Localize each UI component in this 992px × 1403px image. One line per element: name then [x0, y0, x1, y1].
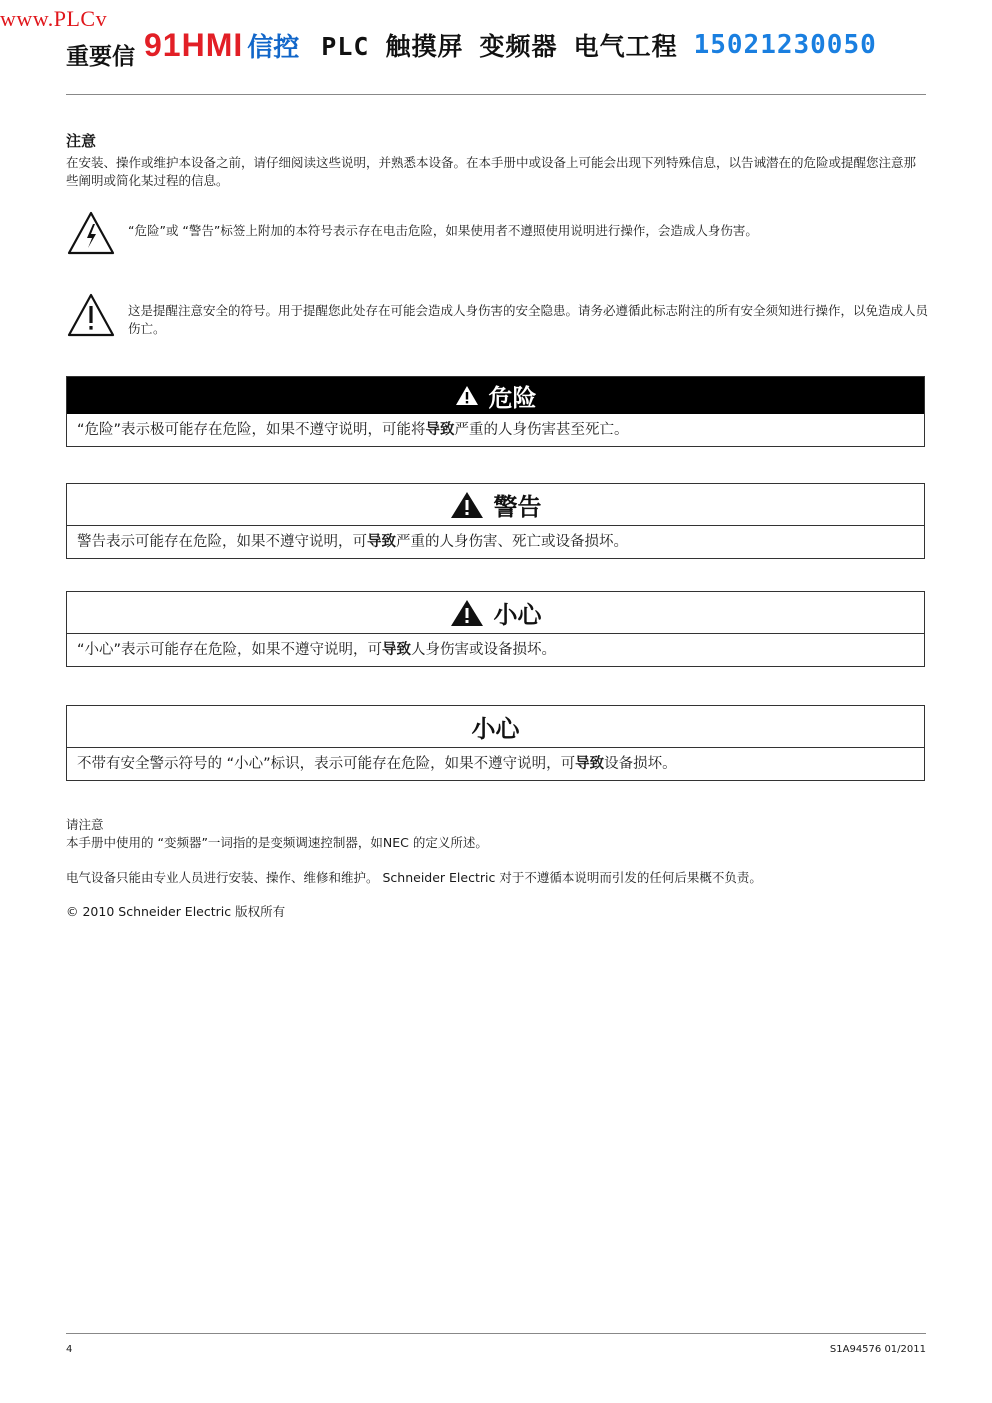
caution-no-symbol-box-title: 小心 — [471, 715, 520, 743]
symbol-row-electric — [66, 210, 928, 260]
warning-triangle-icon — [450, 599, 484, 627]
notes-line1: 本手册中使用的 “变频器”一词指的是变频调速控制器，如NEC 的定义所述。 — [66, 835, 488, 850]
copyright: © 2010 Schneider Electric 版权所有 — [66, 904, 286, 919]
caution-box-header — [67, 592, 924, 634]
warning-box-header — [67, 484, 924, 526]
caution-no-symbol-box — [66, 705, 925, 781]
symbol-exclamation-text: 这是提醒注意安全的符号。用于提醒您此处存在可能会造成人身伤害的安全隐患。请务必遵循此标志附注的所有安全须知进行操作，以免造成人员伤亡。 — [128, 303, 929, 336]
watermark-phone: 15021230050 — [693, 30, 877, 60]
caution-box-title: 小心 — [493, 601, 542, 629]
caution-box-text: “小心”表示可能存在危险，如果不遵守说明，可导致人身伤害或设备损坏。 — [77, 642, 557, 658]
symbol-row-exclamation — [66, 292, 928, 342]
watermark-url: www.PLCv — [0, 6, 108, 31]
exclamation-warning-icon — [66, 292, 116, 338]
caution-no-symbol-box-header — [67, 706, 924, 748]
page-title: 重要信 — [66, 44, 135, 70]
warning-box — [66, 483, 925, 559]
warning-box-text: 警告表示可能存在危险，如果不遵守说明，可导致严重的人身伤害、死亡或设备损坏。 — [77, 534, 628, 550]
notes-heading: 请注意 — [66, 817, 104, 832]
watermark-banner — [140, 22, 992, 68]
warning-box-title: 警告 — [493, 493, 542, 521]
warning-triangle-icon — [450, 491, 484, 519]
document-code: S1A94576 01/2011 — [829, 1344, 926, 1355]
danger-box-text: “危险”表示极可能存在危险，如果不遵守说明，可能将导致严重的人身伤害甚至死亡。 — [77, 422, 629, 438]
watermark-tagline: PLC 触摸屏 变频器 电气工程 — [321, 32, 678, 61]
caution-no-symbol-box-text: 不带有安全警示符号的 “小心”标识，表示可能存在危险，如果不遵守说明，可导致设备损坏。 — [77, 756, 677, 772]
notes-line2: 电气设备只能由专业人员进行安装、操作、维修和维护。 Schneider Electric 对于不遵循本说明而引发的任何后果概不负责。 — [66, 870, 762, 885]
electric-hazard-icon — [66, 210, 116, 256]
watermark-logo: 91HMI — [144, 26, 244, 63]
notice-intro: 在安装、操作或维护本设备之前，请仔细阅读这些说明，并熟悉本设备。在本手册中或设备上可能会出现下列特殊信息，以告诫潜在的危险或提醒您注意那些阐明或简化某过程的信息。 — [66, 155, 917, 188]
header-divider — [66, 94, 926, 95]
danger-box-title: 危险 — [488, 384, 537, 412]
danger-box-header — [67, 377, 924, 414]
warning-triangle-icon — [455, 385, 479, 406]
symbol-electric-text: “危险”或 “警告”标签上附加的本符号表示存在电击危险，如果使用者不遵照使用说明进行操作，会造成人身伤害。 — [128, 223, 758, 238]
caution-box — [66, 591, 925, 667]
notice-heading: 注意 — [66, 132, 97, 150]
danger-box — [66, 376, 925, 447]
watermark-brand: 信控 — [247, 32, 300, 63]
footer-divider — [66, 1333, 926, 1334]
page-number: 4 — [66, 1344, 73, 1355]
